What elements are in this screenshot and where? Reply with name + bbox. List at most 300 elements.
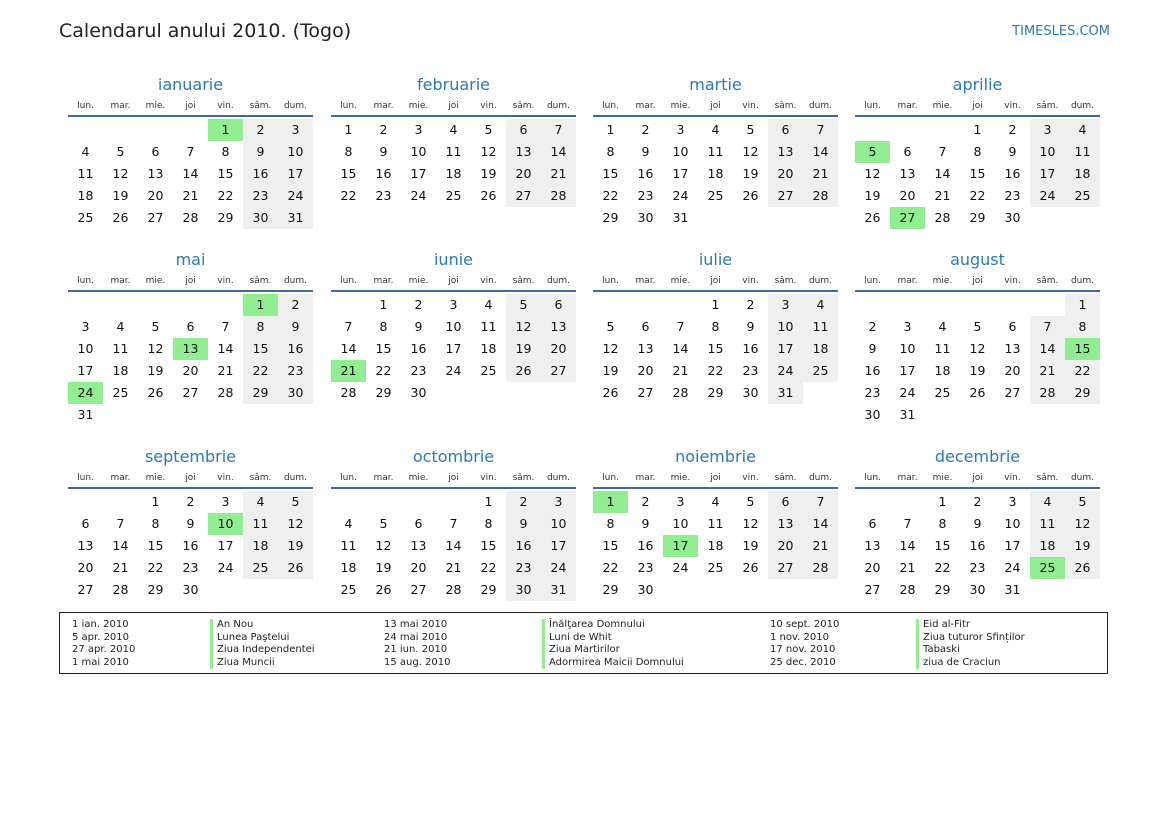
day-cell: 6 bbox=[414, 516, 423, 531]
day-cell: 25 bbox=[707, 188, 724, 203]
month-name: aprilie bbox=[952, 75, 1003, 94]
day-cell: 27 bbox=[637, 385, 654, 400]
weekday-label: lun. bbox=[340, 472, 357, 483]
weekday-header bbox=[68, 271, 313, 292]
holiday-day-cell: 1 bbox=[243, 294, 278, 316]
day-cell: 28 bbox=[672, 385, 689, 400]
day-cell: 5 bbox=[746, 122, 755, 137]
day-cell: 9 bbox=[973, 516, 982, 531]
day-cell: 10 bbox=[1004, 516, 1021, 531]
day-cell: 12 bbox=[480, 144, 497, 159]
day-cell: 13 bbox=[410, 538, 427, 553]
day-cell: 23 bbox=[969, 560, 986, 575]
month-name: decembrie bbox=[934, 447, 1021, 466]
weekday-label: lun. bbox=[77, 100, 94, 111]
day-cell: 9 bbox=[506, 513, 541, 535]
day-cell: 28 bbox=[1030, 382, 1065, 404]
day-cell: 24 bbox=[410, 188, 427, 203]
day-cell: 20 bbox=[864, 560, 881, 575]
legend-dates-column bbox=[384, 619, 451, 669]
legend-date: 17 nov. 2010 bbox=[770, 644, 836, 656]
day-cell: 24 bbox=[672, 188, 689, 203]
day-cell: 4 bbox=[803, 294, 838, 316]
day-cell: 11 bbox=[934, 341, 951, 356]
day-cell: 8 bbox=[606, 516, 615, 531]
day-cell: 28 bbox=[803, 557, 838, 579]
day-cell: 13 bbox=[768, 141, 803, 163]
weekday-label: joi bbox=[972, 275, 983, 286]
day-cell: 31 bbox=[899, 407, 916, 422]
day-cell: 20 bbox=[182, 363, 199, 378]
day-cell: 16 bbox=[278, 338, 313, 360]
day-cell: 21 bbox=[1030, 360, 1065, 382]
day-cell: 20 bbox=[541, 338, 576, 360]
day-cell: 18 bbox=[77, 188, 94, 203]
weekday-label: lun. bbox=[602, 275, 619, 286]
legend-holiday-name: Luni de Whit bbox=[542, 632, 684, 645]
holiday-day-cell: 15 bbox=[1065, 338, 1100, 360]
weekday-label: dum. bbox=[808, 275, 833, 286]
day-cell: 9 bbox=[186, 516, 195, 531]
day-cell: 30 bbox=[410, 385, 427, 400]
day-cell: 23 bbox=[742, 363, 759, 378]
day-cell: 19 bbox=[375, 560, 392, 575]
weekday-label: sâm. bbox=[512, 472, 535, 483]
weekday-label: mie. bbox=[408, 100, 429, 111]
weekday-label: joi bbox=[185, 100, 196, 111]
day-cell: 12 bbox=[1065, 513, 1100, 535]
weekday-label: joi bbox=[972, 472, 983, 483]
day-cell: 27 bbox=[1004, 385, 1021, 400]
weekday-label: mar. bbox=[373, 472, 394, 483]
legend-dates-column bbox=[770, 619, 839, 669]
day-cell: 8 bbox=[243, 316, 278, 338]
day-cell: 19 bbox=[742, 538, 759, 553]
day-cell: 7 bbox=[803, 119, 838, 141]
day-cell: 2 bbox=[746, 297, 755, 312]
day-cell: 26 bbox=[864, 210, 881, 225]
day-cell: 2 bbox=[506, 491, 541, 513]
day-cell: 14 bbox=[803, 141, 838, 163]
day-cell: 18 bbox=[445, 166, 462, 181]
day-cell: 25 bbox=[803, 360, 838, 382]
day-cell: 27 bbox=[506, 185, 541, 207]
weekday-label: lun. bbox=[340, 100, 357, 111]
day-cell: 31 bbox=[541, 579, 576, 601]
day-cell: 23 bbox=[864, 385, 881, 400]
legend-holiday-name: Ziua Muncii bbox=[210, 657, 315, 670]
day-cell: 11 bbox=[803, 316, 838, 338]
day-cell: 30 bbox=[243, 207, 278, 229]
day-cell: 29 bbox=[934, 582, 951, 597]
day-cell: 22 bbox=[243, 360, 278, 382]
day-cell: 27 bbox=[147, 210, 164, 225]
weekday-label: mie. bbox=[145, 472, 166, 483]
day-cell: 11 bbox=[707, 516, 724, 531]
day-cell: 21 bbox=[217, 363, 234, 378]
legend-date: 24 mai 2010 bbox=[384, 631, 448, 643]
day-cell: 9 bbox=[641, 516, 650, 531]
day-cell: 14 bbox=[803, 513, 838, 535]
day-cell: 6 bbox=[186, 319, 195, 334]
weekday-label: mar. bbox=[635, 275, 656, 286]
month-ianuarie bbox=[68, 74, 313, 229]
day-cell: 29 bbox=[480, 582, 497, 597]
day-cell: 13 bbox=[1004, 341, 1021, 356]
weekday-label: joi bbox=[710, 472, 721, 483]
day-cell: 10 bbox=[410, 144, 427, 159]
day-cell: 5 bbox=[1065, 491, 1100, 513]
day-cell: 28 bbox=[340, 385, 357, 400]
month-mai bbox=[68, 249, 313, 426]
day-cell: 26 bbox=[742, 560, 759, 575]
day-cell: 6 bbox=[868, 516, 877, 531]
weekday-label: mie. bbox=[670, 275, 691, 286]
day-cell: 8 bbox=[484, 516, 493, 531]
weekday-label: joi bbox=[448, 275, 459, 286]
day-cell: 14 bbox=[340, 341, 357, 356]
day-grid bbox=[68, 491, 313, 601]
day-cell: 21 bbox=[112, 560, 129, 575]
day-cell: 2 bbox=[1008, 122, 1017, 137]
day-cell: 2 bbox=[973, 494, 982, 509]
day-cell: 10 bbox=[1030, 141, 1065, 163]
day-cell: 10 bbox=[768, 316, 803, 338]
day-cell: 6 bbox=[1008, 319, 1017, 334]
weekday-label: vin. bbox=[480, 100, 497, 111]
day-cell: 26 bbox=[278, 557, 313, 579]
day-cell: 8 bbox=[973, 144, 982, 159]
day-cell: 4 bbox=[344, 516, 353, 531]
day-cell: 14 bbox=[112, 538, 129, 553]
day-cell: 29 bbox=[217, 210, 234, 225]
day-cell: 7 bbox=[1030, 316, 1065, 338]
day-cell: 8 bbox=[938, 516, 947, 531]
day-cell: 5 bbox=[746, 494, 755, 509]
day-cell: 23 bbox=[243, 185, 278, 207]
day-grid bbox=[855, 491, 1100, 601]
day-cell: 29 bbox=[147, 582, 164, 597]
weekday-label: mie. bbox=[932, 275, 953, 286]
day-cell: 9 bbox=[746, 319, 755, 334]
day-cell: 23 bbox=[410, 363, 427, 378]
day-cell: 26 bbox=[147, 385, 164, 400]
day-cell: 5 bbox=[506, 294, 541, 316]
day-grid bbox=[331, 294, 576, 404]
day-cell: 26 bbox=[1065, 557, 1100, 579]
weekday-header bbox=[593, 468, 838, 489]
day-cell: 22 bbox=[147, 560, 164, 575]
site-link[interactable]: TIMESLES.COM bbox=[1012, 24, 1110, 39]
weekday-label: sâm. bbox=[1036, 275, 1059, 286]
day-cell: 2 bbox=[414, 297, 423, 312]
day-cell: 23 bbox=[637, 188, 654, 203]
day-cell: 21 bbox=[803, 535, 838, 557]
holiday-day-cell: 17 bbox=[663, 535, 698, 557]
day-cell: 27 bbox=[768, 557, 803, 579]
legend-holiday-name: Adormirea Maicii Domnului bbox=[542, 657, 684, 670]
day-cell: 3 bbox=[81, 319, 90, 334]
legend-holiday-name: An Nou bbox=[210, 619, 315, 632]
day-cell: 17 bbox=[217, 538, 234, 553]
day-cell: 17 bbox=[1030, 163, 1065, 185]
day-cell: 7 bbox=[186, 144, 195, 159]
weekday-label: mar. bbox=[897, 100, 918, 111]
day-cell: 16 bbox=[637, 166, 654, 181]
day-cell: 19 bbox=[480, 166, 497, 181]
day-cell: 18 bbox=[243, 535, 278, 557]
day-cell: 22 bbox=[602, 188, 619, 203]
day-cell: 12 bbox=[506, 316, 541, 338]
weekday-label: sâm. bbox=[1036, 472, 1059, 483]
day-cell: 21 bbox=[445, 560, 462, 575]
weekday-label: vin. bbox=[742, 472, 759, 483]
day-cell: 29 bbox=[243, 382, 278, 404]
day-cell: 3 bbox=[414, 122, 423, 137]
day-cell: 17 bbox=[445, 341, 462, 356]
day-grid bbox=[855, 119, 1100, 229]
legend-holiday-name: ziua de Craciun bbox=[916, 657, 1025, 670]
day-cell: 24 bbox=[1004, 560, 1021, 575]
weekday-header bbox=[68, 468, 313, 489]
legend-holiday-name: Înălţarea Domnului bbox=[542, 619, 684, 632]
day-cell: 6 bbox=[768, 119, 803, 141]
day-cell: 17 bbox=[278, 163, 313, 185]
day-cell: 20 bbox=[768, 163, 803, 185]
day-cell: 9 bbox=[243, 141, 278, 163]
weekday-label: vin. bbox=[217, 472, 234, 483]
day-cell: 31 bbox=[768, 382, 803, 404]
day-cell: 28 bbox=[803, 185, 838, 207]
weekday-label: lun. bbox=[602, 472, 619, 483]
day-cell: 8 bbox=[151, 516, 160, 531]
day-cell: 30 bbox=[506, 579, 541, 601]
day-cell: 1 bbox=[151, 494, 160, 509]
day-cell: 10 bbox=[445, 319, 462, 334]
day-cell: 22 bbox=[707, 363, 724, 378]
day-cell: 29 bbox=[602, 582, 619, 597]
weekday-label: joi bbox=[448, 100, 459, 111]
legend-date: 27 apr. 2010 bbox=[72, 644, 136, 656]
weekday-label: joi bbox=[710, 275, 721, 286]
day-cell: 25 bbox=[445, 188, 462, 203]
day-cell: 19 bbox=[278, 535, 313, 557]
day-cell: 1 bbox=[938, 494, 947, 509]
day-cell: 16 bbox=[969, 538, 986, 553]
day-cell: 27 bbox=[182, 385, 199, 400]
day-cell: 4 bbox=[711, 122, 720, 137]
day-cell: 30 bbox=[637, 210, 654, 225]
weekday-label: mar. bbox=[897, 472, 918, 483]
weekday-label: mar. bbox=[110, 472, 131, 483]
month-septembrie bbox=[68, 446, 313, 601]
weekday-label: mie. bbox=[670, 472, 691, 483]
legend-date: 15 aug. 2010 bbox=[384, 656, 451, 668]
day-cell: 4 bbox=[449, 122, 458, 137]
day-cell: 17 bbox=[410, 166, 427, 181]
day-cell: 12 bbox=[112, 166, 129, 181]
month-decembrie bbox=[855, 446, 1100, 601]
month-name: septembrie bbox=[144, 447, 237, 466]
day-cell: 16 bbox=[410, 341, 427, 356]
holiday-day-cell: 27 bbox=[890, 207, 925, 229]
day-cell: 11 bbox=[707, 144, 724, 159]
weekday-label: mie. bbox=[670, 100, 691, 111]
weekday-label: lun. bbox=[340, 275, 357, 286]
day-cell: 22 bbox=[934, 560, 951, 575]
weekday-label: mar. bbox=[373, 275, 394, 286]
month-martie bbox=[593, 74, 838, 229]
day-cell: 12 bbox=[742, 144, 759, 159]
weekday-label: mar. bbox=[373, 100, 394, 111]
day-cell: 2 bbox=[379, 122, 388, 137]
day-cell: 3 bbox=[541, 491, 576, 513]
weekday-label: sâm. bbox=[774, 100, 797, 111]
day-cell: 11 bbox=[445, 144, 462, 159]
weekday-label: vin. bbox=[217, 275, 234, 286]
day-cell: 28 bbox=[182, 210, 199, 225]
day-cell: 24 bbox=[899, 385, 916, 400]
day-cell: 18 bbox=[707, 538, 724, 553]
day-cell: 26 bbox=[480, 188, 497, 203]
day-grid bbox=[331, 119, 576, 207]
day-cell: 4 bbox=[243, 491, 278, 513]
day-cell: 26 bbox=[602, 385, 619, 400]
day-cell: 23 bbox=[506, 557, 541, 579]
day-cell: 12 bbox=[864, 166, 881, 181]
weekday-label: mar. bbox=[897, 275, 918, 286]
legend-holiday-name: Ziua Independentei bbox=[210, 644, 315, 657]
weekday-label: joi bbox=[185, 275, 196, 286]
day-cell: 23 bbox=[182, 560, 199, 575]
month-noiembrie bbox=[593, 446, 838, 601]
weekday-header bbox=[593, 96, 838, 117]
day-cell: 30 bbox=[969, 582, 986, 597]
day-cell: 31 bbox=[672, 210, 689, 225]
month-name: octombrie bbox=[412, 447, 495, 466]
day-cell: 17 bbox=[541, 535, 576, 557]
weekday-label: dum. bbox=[808, 472, 833, 483]
day-cell: 30 bbox=[1004, 210, 1021, 225]
day-cell: 21 bbox=[541, 163, 576, 185]
weekday-label: vin. bbox=[1004, 472, 1021, 483]
weekday-label: sâm. bbox=[774, 472, 797, 483]
day-cell: 3 bbox=[676, 122, 685, 137]
day-cell: 24 bbox=[672, 560, 689, 575]
day-cell: 13 bbox=[541, 316, 576, 338]
day-cell: 3 bbox=[1008, 494, 1017, 509]
day-cell: 28 bbox=[899, 582, 916, 597]
day-cell: 28 bbox=[112, 582, 129, 597]
day-cell: 30 bbox=[742, 385, 759, 400]
day-cell: 9 bbox=[868, 341, 877, 356]
day-cell: 7 bbox=[344, 319, 353, 334]
day-cell: 18 bbox=[1065, 163, 1100, 185]
day-cell: 22 bbox=[340, 188, 357, 203]
day-grid bbox=[68, 119, 313, 229]
legend-holiday-name: Tabaski bbox=[916, 644, 1025, 657]
day-cell: 14 bbox=[445, 538, 462, 553]
day-cell: 8 bbox=[344, 144, 353, 159]
day-cell: 15 bbox=[602, 166, 619, 181]
day-cell: 4 bbox=[1030, 491, 1065, 513]
day-cell: 11 bbox=[112, 341, 129, 356]
month-name: noiembrie bbox=[675, 447, 756, 466]
day-cell: 23 bbox=[278, 360, 313, 382]
day-cell: 6 bbox=[903, 144, 912, 159]
day-cell: 7 bbox=[803, 491, 838, 513]
month-name: mai bbox=[175, 250, 206, 269]
weekday-label: dum. bbox=[546, 472, 571, 483]
day-cell: 1 bbox=[711, 297, 720, 312]
weekday-label: lun. bbox=[864, 472, 881, 483]
day-cell: 25 bbox=[112, 385, 129, 400]
day-cell: 12 bbox=[147, 341, 164, 356]
day-cell: 21 bbox=[672, 363, 689, 378]
month-februarie bbox=[331, 74, 576, 207]
day-cell: 22 bbox=[375, 363, 392, 378]
day-cell: 12 bbox=[742, 516, 759, 531]
day-cell: 19 bbox=[969, 363, 986, 378]
day-cell: 31 bbox=[77, 407, 94, 422]
day-cell: 12 bbox=[278, 513, 313, 535]
day-cell: 3 bbox=[676, 494, 685, 509]
legend-date: 1 nov. 2010 bbox=[770, 631, 829, 643]
day-cell: 4 bbox=[116, 319, 125, 334]
day-cell: 2 bbox=[868, 319, 877, 334]
day-cell: 31 bbox=[278, 207, 313, 229]
day-cell: 22 bbox=[480, 560, 497, 575]
weekday-label: vin. bbox=[1004, 275, 1021, 286]
day-cell: 15 bbox=[340, 166, 357, 181]
day-cell: 1 bbox=[484, 494, 493, 509]
day-grid bbox=[593, 119, 838, 229]
day-cell: 22 bbox=[602, 560, 619, 575]
day-cell: 22 bbox=[1065, 360, 1100, 382]
day-cell: 2 bbox=[641, 122, 650, 137]
day-cell: 16 bbox=[1004, 166, 1021, 181]
day-cell: 11 bbox=[340, 538, 357, 553]
weekday-label: sâm. bbox=[249, 100, 272, 111]
weekday-label: mar. bbox=[635, 472, 656, 483]
day-cell: 27 bbox=[410, 582, 427, 597]
weekday-label: mar. bbox=[110, 275, 131, 286]
day-cell: 5 bbox=[973, 319, 982, 334]
day-cell: 14 bbox=[934, 166, 951, 181]
day-cell: 19 bbox=[602, 363, 619, 378]
day-cell: 1 bbox=[606, 122, 615, 137]
legend-date: 5 apr. 2010 bbox=[72, 631, 130, 643]
day-cell: 2 bbox=[278, 294, 313, 316]
day-cell: 27 bbox=[77, 582, 94, 597]
day-cell: 17 bbox=[77, 363, 94, 378]
weekday-label: mie. bbox=[408, 275, 429, 286]
day-cell: 29 bbox=[1065, 382, 1100, 404]
day-cell: 13 bbox=[637, 341, 654, 356]
holiday-day-cell: 24 bbox=[68, 382, 103, 404]
day-cell: 1 bbox=[379, 297, 388, 312]
day-cell: 3 bbox=[768, 294, 803, 316]
day-cell: 10 bbox=[77, 341, 94, 356]
day-cell: 13 bbox=[147, 166, 164, 181]
legend-holiday-name: Lunea Paştelui bbox=[210, 632, 315, 645]
day-cell: 24 bbox=[541, 557, 576, 579]
weekday-label: dum. bbox=[1070, 275, 1095, 286]
day-cell: 16 bbox=[742, 341, 759, 356]
day-cell: 20 bbox=[768, 535, 803, 557]
weekday-label: sâm. bbox=[1036, 100, 1059, 111]
weekday-label: mar. bbox=[110, 100, 131, 111]
